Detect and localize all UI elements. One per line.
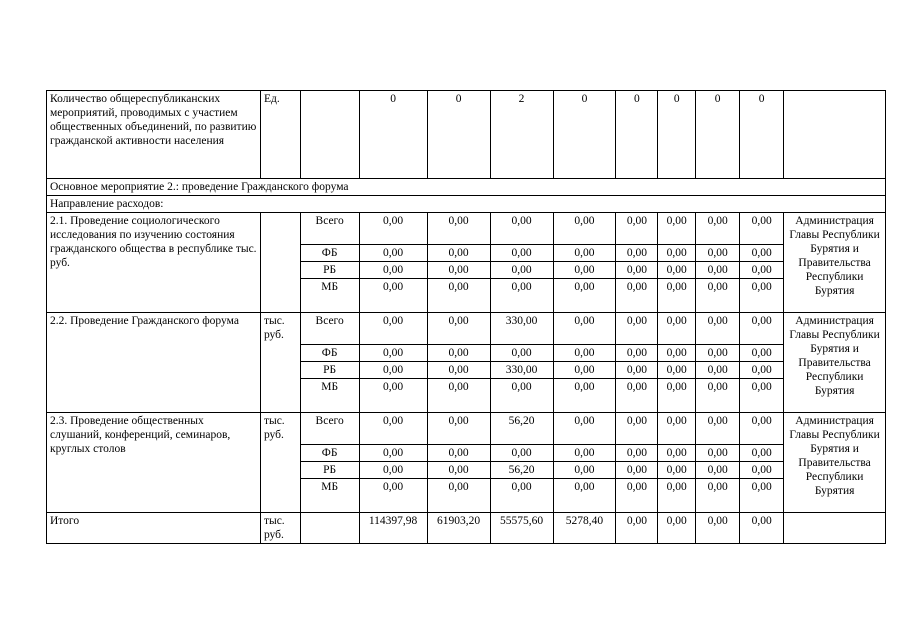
total-value: 55575,60 [490,513,553,544]
value-cell: 0,00 [427,479,490,513]
item-label: 2.1. Проведение социологического исследования по изучению состояния гражданского общества в республике тыс. руб. [47,213,261,313]
table-row-total [47,513,886,544]
value-cell: 0,00 [740,345,784,362]
value-cell: 0,00 [553,379,616,413]
value-cell: 0,00 [696,213,740,245]
value-cell: 56,20 [490,413,553,445]
value-cell: 0,00 [427,213,490,245]
value-cell: 0,00 [553,345,616,362]
row-count-executor [784,91,886,179]
value-cell: 0,00 [359,379,427,413]
value-cell: 0,00 [740,313,784,345]
total-label: Итого [47,513,261,544]
item-unit [260,213,300,313]
value-cell: 0,00 [658,413,696,445]
value-cell: 0,00 [427,462,490,479]
value-cell: 0,00 [427,362,490,379]
value-cell: 0,00 [490,345,553,362]
value-cell: 0,00 [553,445,616,462]
value-cell: 0,00 [616,245,658,262]
value-cell: 0,00 [616,345,658,362]
value-cell: 0,00 [553,262,616,279]
value-cell: 0,00 [427,245,490,262]
value-cell: 0,00 [616,262,658,279]
value-cell: 0,00 [490,279,553,313]
value-cell: 0,00 [658,445,696,462]
value-cell: 0,00 [490,245,553,262]
total-value: 5278,40 [553,513,616,544]
source-label: ФБ [300,345,359,362]
value-cell: 0,00 [696,379,740,413]
value-cell: 0,00 [616,362,658,379]
value-cell: 0,00 [740,462,784,479]
row-count-value: 0 [553,91,616,179]
value-cell: 0,00 [427,313,490,345]
row-count-unit: Ед. [260,91,300,179]
value-cell: 0,00 [427,279,490,313]
value-cell: 0,00 [696,479,740,513]
item-unit: тыс. руб. [260,413,300,513]
budget-table [46,90,886,544]
row-count-value: 0 [658,91,696,179]
value-cell: 0,00 [553,479,616,513]
value-cell: 0,00 [740,445,784,462]
value-cell: 0,00 [740,413,784,445]
total-value: 0,00 [616,513,658,544]
value-cell: 0,00 [427,445,490,462]
source-label: Всего [300,413,359,445]
total-value: 0,00 [696,513,740,544]
main-event-title: Основное мероприятие 2.: проведение Гражданского форума [47,179,886,196]
row-count-value: 0 [740,91,784,179]
total-executor [784,513,886,544]
source-label: ФБ [300,245,359,262]
row-count-label: Количество общереспубликанских мероприятий, проводимых с участием общественных объединений, по развитию гражданской активности населения [47,91,261,179]
table-row [47,413,886,445]
value-cell: 0,00 [490,379,553,413]
row-count-source [300,91,359,179]
value-cell: 0,00 [696,262,740,279]
value-cell: 0,00 [740,213,784,245]
source-label: МБ [300,279,359,313]
value-cell: 0,00 [553,362,616,379]
total-value: 61903,20 [427,513,490,544]
executor-cell: Администрация Главы Республики Бурятия и Правительства Республики Бурятия [784,213,886,313]
total-value: 114397,98 [359,513,427,544]
value-cell: 0,00 [696,345,740,362]
value-cell: 0,00 [616,413,658,445]
expense-direction-title: Направление расходов: [47,196,886,213]
value-cell: 0,00 [359,245,427,262]
total-unit: тыс. руб. [260,513,300,544]
table-row-expense-direction [47,196,886,213]
value-cell: 0,00 [616,479,658,513]
value-cell: 0,00 [359,362,427,379]
value-cell: 0,00 [658,379,696,413]
row-count-value: 0 [427,91,490,179]
source-label: РБ [300,262,359,279]
source-label: МБ [300,379,359,413]
value-cell: 0,00 [696,445,740,462]
value-cell: 330,00 [490,313,553,345]
value-cell: 0,00 [696,413,740,445]
value-cell: 0,00 [740,379,784,413]
value-cell: 0,00 [359,313,427,345]
value-cell: 0,00 [553,279,616,313]
value-cell: 0,00 [740,479,784,513]
value-cell: 0,00 [658,462,696,479]
value-cell: 0,00 [658,313,696,345]
value-cell: 0,00 [616,445,658,462]
value-cell: 0,00 [490,213,553,245]
value-cell: 0,00 [427,345,490,362]
value-cell: 0,00 [740,245,784,262]
source-label: РБ [300,362,359,379]
value-cell: 0,00 [696,462,740,479]
value-cell: 0,00 [616,279,658,313]
value-cell: 0,00 [427,413,490,445]
value-cell: 0,00 [490,262,553,279]
executor-cell: Администрация Главы Республики Бурятия и Правительства Республики Бурятия [784,413,886,513]
value-cell: 0,00 [490,445,553,462]
value-cell: 0,00 [359,213,427,245]
value-cell: 0,00 [740,362,784,379]
executor-cell: Администрация Главы Республики Бурятия и Правительства Республики Бурятия [784,313,886,413]
source-label: МБ [300,479,359,513]
item-unit: тыс. руб. [260,313,300,413]
source-label: РБ [300,462,359,479]
row-count-value: 2 [490,91,553,179]
row-count-value: 0 [696,91,740,179]
value-cell: 0,00 [658,262,696,279]
source-label: Всего [300,213,359,245]
value-cell: 0,00 [658,213,696,245]
value-cell: 0,00 [740,279,784,313]
value-cell: 0,00 [490,479,553,513]
table-row-main-event [47,179,886,196]
value-cell: 0,00 [696,245,740,262]
value-cell: 0,00 [696,362,740,379]
table-row-count [47,91,886,179]
source-label: Всего [300,313,359,345]
value-cell: 0,00 [658,245,696,262]
value-cell: 0,00 [359,262,427,279]
value-cell: 0,00 [427,379,490,413]
total-value: 0,00 [740,513,784,544]
value-cell: 56,20 [490,462,553,479]
value-cell: 0,00 [359,279,427,313]
value-cell: 0,00 [359,479,427,513]
total-value: 0,00 [658,513,696,544]
value-cell: 0,00 [553,413,616,445]
value-cell: 0,00 [616,213,658,245]
value-cell: 0,00 [553,313,616,345]
value-cell: 0,00 [553,462,616,479]
value-cell: 0,00 [427,262,490,279]
item-label: 2.2. Проведение Гражданского форума [47,313,261,413]
table-row [47,213,886,245]
row-count-value: 0 [359,91,427,179]
value-cell: 0,00 [696,313,740,345]
value-cell: 0,00 [359,413,427,445]
value-cell: 0,00 [359,462,427,479]
item-label: 2.3. Проведение общественных слушаний, конференций, семинаров, круглых столов [47,413,261,513]
value-cell: 0,00 [359,345,427,362]
value-cell: 0,00 [616,379,658,413]
value-cell: 0,00 [658,345,696,362]
table-row [47,313,886,345]
value-cell: 0,00 [658,279,696,313]
value-cell: 0,00 [553,213,616,245]
source-label: ФБ [300,445,359,462]
value-cell: 0,00 [359,445,427,462]
value-cell: 0,00 [658,479,696,513]
value-cell: 0,00 [616,462,658,479]
value-cell: 0,00 [616,313,658,345]
value-cell: 0,00 [740,262,784,279]
value-cell: 330,00 [490,362,553,379]
row-count-value: 0 [616,91,658,179]
total-source [300,513,359,544]
value-cell: 0,00 [553,245,616,262]
value-cell: 0,00 [696,279,740,313]
value-cell: 0,00 [658,362,696,379]
